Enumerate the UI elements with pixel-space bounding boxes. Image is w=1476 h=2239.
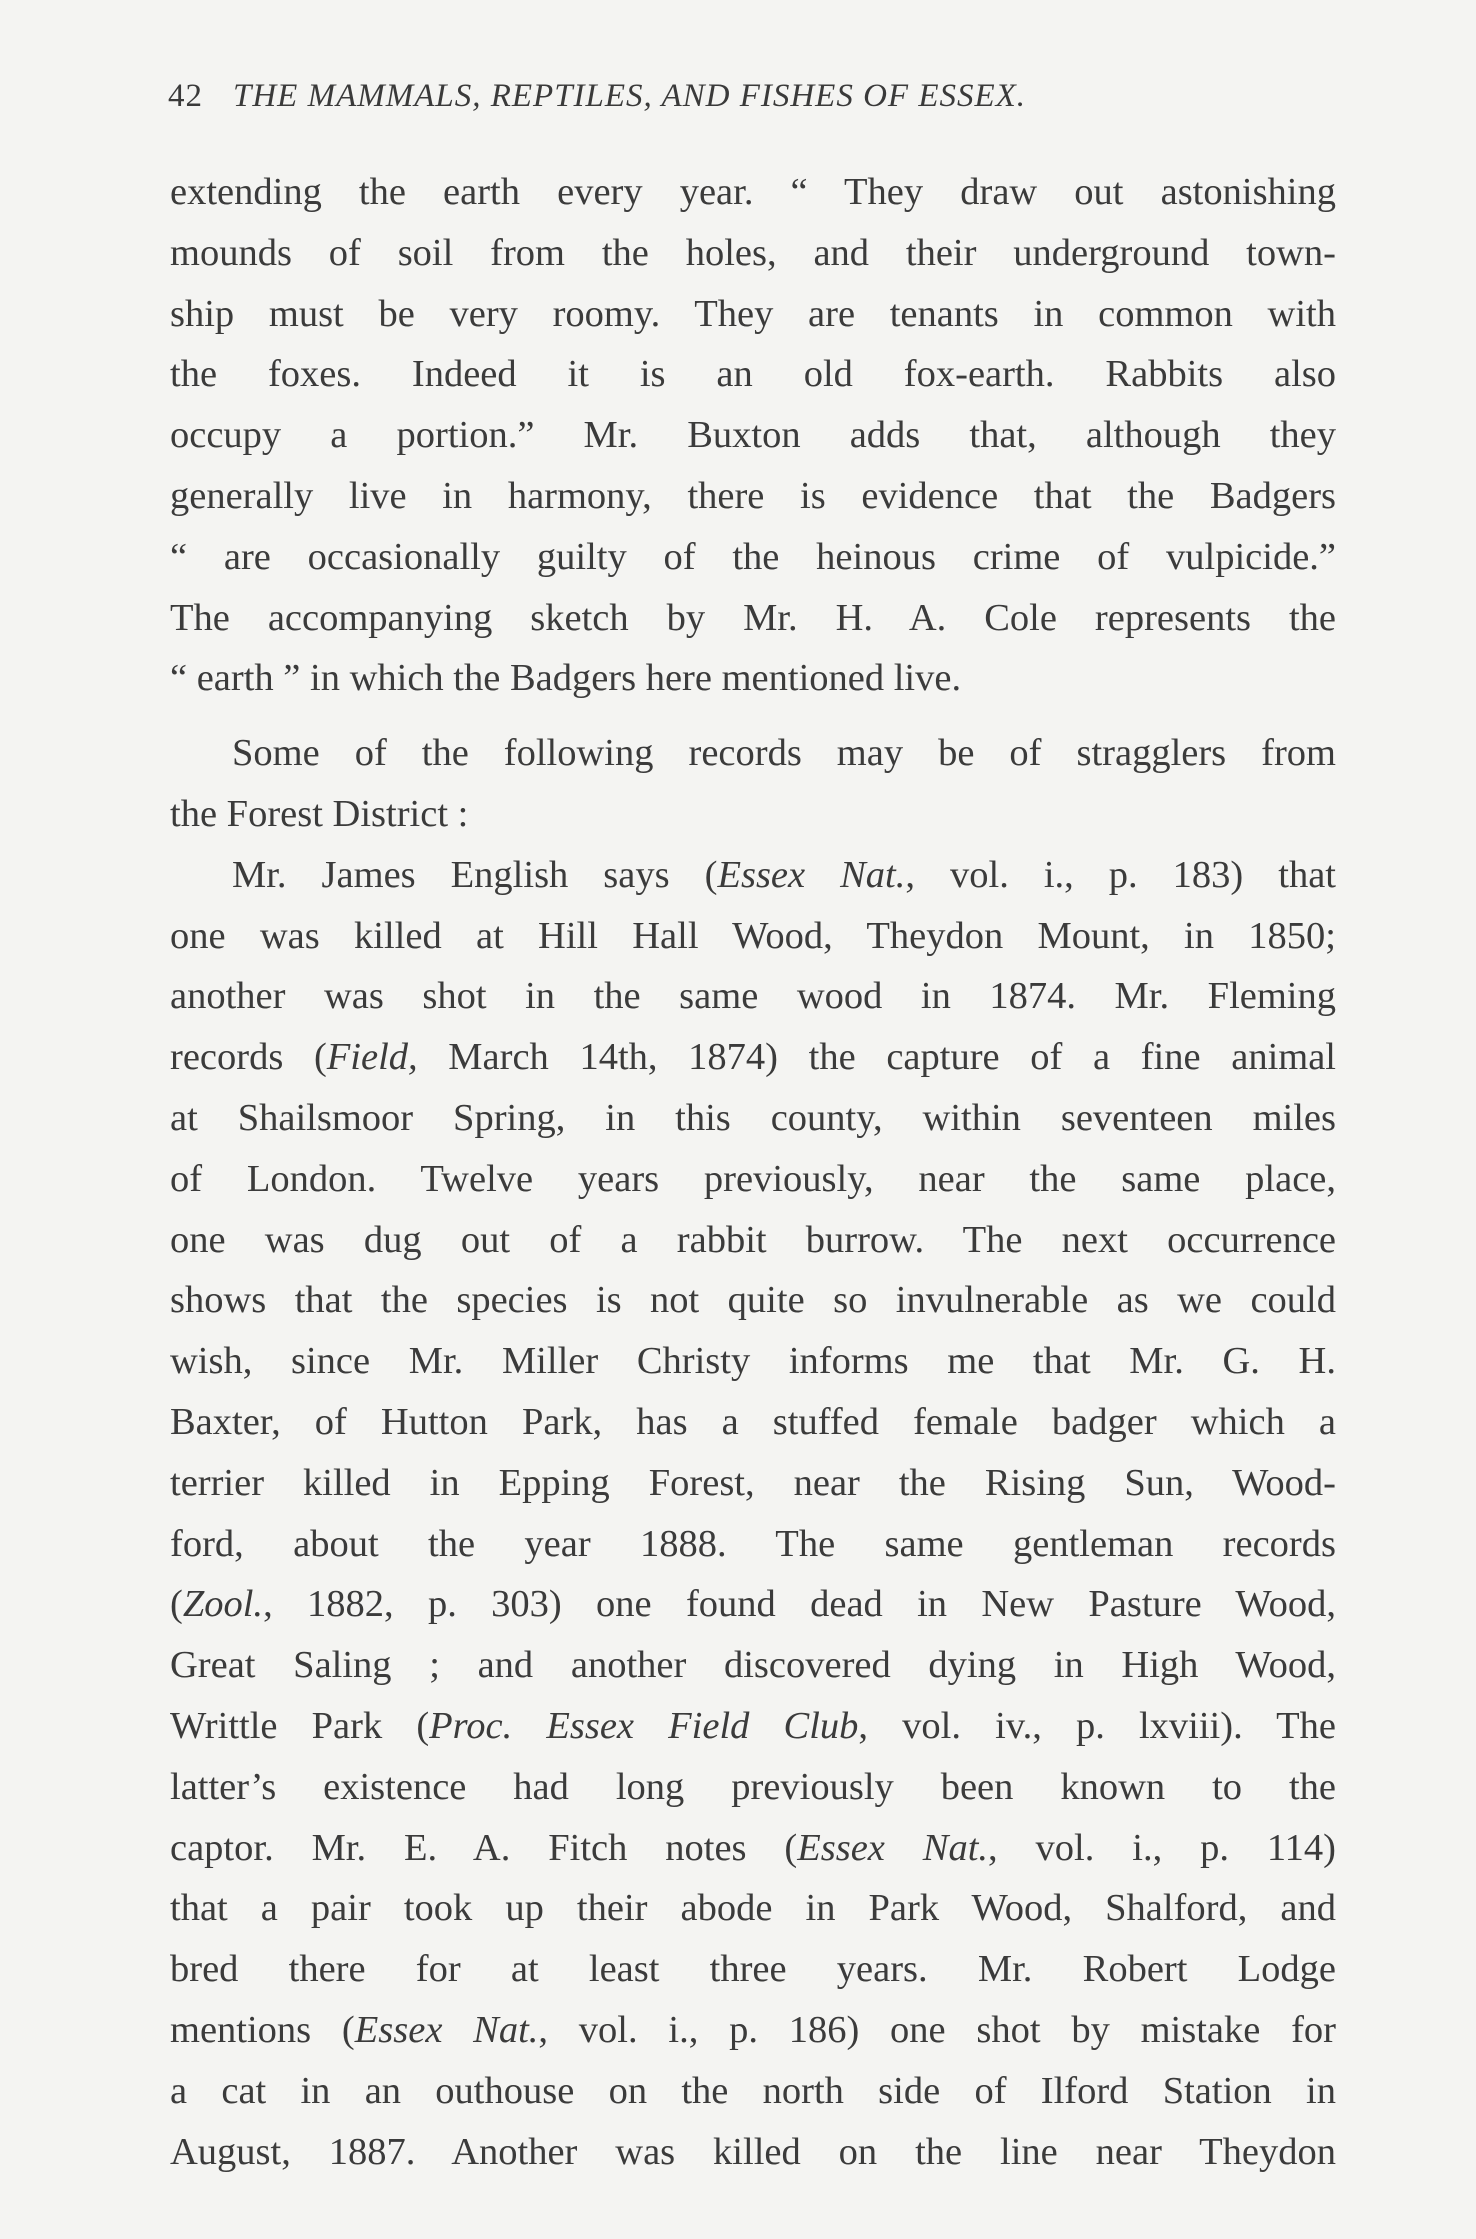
text-line: wish, since Mr. Miller Christy informs me that Mr. G. H. — [170, 1340, 1336, 1383]
page-header — [168, 78, 1338, 115]
text-line: of London. Twelve years previously, near the same place, — [170, 1157, 1336, 1200]
paragraph-1 — [170, 162, 1336, 709]
text-line: terrier killed in Epping Forest, near the Rising Sun, Wood- — [170, 1461, 1336, 1504]
text-line: Baxter, of Hutton Park, has a stuffed female badger which a — [170, 1400, 1336, 1443]
paragraph-2 — [170, 723, 1336, 845]
text-line: latter’s existence had long previously been known to the — [170, 1765, 1336, 1808]
text-line: ship must be very roomy. They are tenants in common with — [170, 292, 1336, 335]
paragraph-3 — [170, 845, 1336, 2183]
text-line: shows that the species is not quite so invulnerable as we could — [170, 1279, 1336, 1322]
text-line: extending the earth every year. “ They draw out astonishing — [170, 171, 1336, 213]
text-line: ford, about the year 1888. The same gentleman records — [170, 1522, 1336, 1565]
text-line: The accompanying sketch by Mr. H. A. Cole represents the — [170, 596, 1336, 639]
text-line: generally live in harmony, there is evidence that the Badgers — [170, 474, 1336, 517]
paragraph-gap — [170, 709, 1336, 723]
text-line: Writtle Park (Proc. Essex Field Club, vol. iv., p. lxviii). The — [170, 1704, 1336, 1747]
text-line: another was shot in the same wood in 1874. Mr. Fleming — [170, 975, 1336, 1018]
text-line: Some of the following records may be of stragglers from — [232, 732, 1336, 775]
text-line: records (Field, March 14th, 1874) the capture of a fine animal — [170, 1036, 1336, 1079]
running-title: THE MAMMALS, REPTILES, AND FISHES OF ESSEX. — [233, 78, 1027, 114]
text-line: at Shailsmoor Spring, in this county, within seventeen miles — [170, 1096, 1336, 1139]
text-line: that a pair took up their abode in Park Wood, Shalford, and — [170, 1887, 1336, 1930]
text-line: Mr. James English says (Essex Nat., vol. i., p. 183) that — [232, 853, 1336, 896]
text-line: mounds of soil from the holes, and their underground town- — [170, 231, 1336, 274]
text-line: “ earth ” in which the Badgers here mentioned live. — [170, 657, 962, 700]
text-line: a cat in an outhouse on the north side of Ilford Station in — [170, 2069, 1336, 2112]
text-line: mentions (Essex Nat., vol. i., p. 186) one shot by mistake for — [170, 2008, 1336, 2051]
text-line: one was killed at Hill Hall Wood, Theydon Mount, in 1850; — [170, 914, 1336, 957]
text-line: captor. Mr. E. A. Fitch notes (Essex Nat., vol. i., p. 114) — [170, 1826, 1336, 1869]
text-line: August, 1887. Another was killed on the line near Theydon — [170, 2130, 1336, 2173]
text-line: (Zool., 1882, p. 303) one found dead in New Pasture Wood, — [170, 1583, 1336, 1626]
text-line: one was dug out of a rabbit burrow. The next occurrence — [170, 1218, 1336, 1261]
text-line: “ are occasionally guilty of the heinous crime of vulpicide.” — [170, 535, 1336, 578]
page-number: 42 — [168, 78, 203, 114]
text-line: the Forest District : — [170, 792, 469, 835]
text-line: Great Saling ; and another discovered dying in High Wood, — [170, 1644, 1336, 1687]
text-line: the foxes. Indeed it is an old fox-earth. Rabbits also — [170, 353, 1336, 396]
body-text — [170, 162, 1336, 2182]
text-line: occupy a portion.” Mr. Buxton adds that, although they — [170, 414, 1336, 457]
text-line: bred there for at least three years. Mr. Robert Lodge — [170, 1948, 1336, 1991]
